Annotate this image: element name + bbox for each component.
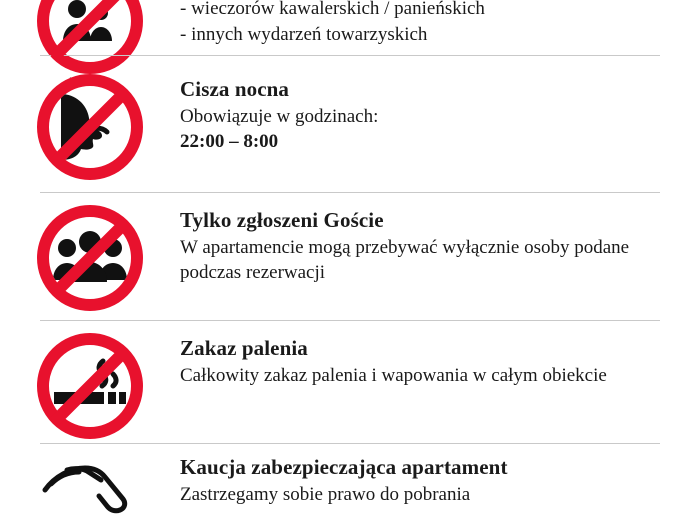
rule-desc: W apartamencie mogą przebywać wyłącznie osoby podane podczas rezerwacji: [180, 237, 630, 283]
rule-text-cell: [180, 203, 700, 285]
no-party-icon: [37, 0, 143, 74]
rule-text-cell: [180, 72, 700, 154]
rule-text-cell: [180, 0, 700, 48]
no-noise-icon: [37, 74, 143, 180]
rule-title: Zakaz palenia: [180, 336, 308, 360]
divider-4: [40, 443, 660, 444]
rule-icon-cell: [0, 203, 180, 311]
rule-icon-cell: [0, 452, 180, 524]
rule-row-registered-guests: [0, 203, 700, 311]
no-extra-guests-icon: [37, 205, 143, 311]
rule-row-deposit: [0, 452, 700, 524]
rule-desc: Całkowity zakaz palenia i wapowania w całym obiekcie: [180, 365, 607, 386]
rule-title: Tylko zgłoszeni Goście: [180, 208, 384, 232]
divider-3: [40, 320, 660, 321]
rule-desc: Zastrzegamy sobie prawo do pobrania: [180, 484, 471, 505]
rule-text-cell: [180, 331, 700, 388]
hand-money-icon: [37, 454, 143, 524]
rule-icon-cell: [0, 331, 180, 439]
no-smoking-icon: [37, 333, 143, 439]
rule-title: Cisza nocna: [180, 77, 290, 101]
rule-row-quiet-hours: [0, 72, 700, 180]
rule-list-item-2: - innych wydarzeń towarzyskich: [180, 24, 428, 45]
rule-list-item-1: - wieczorów kawalerskich / panieńskich: [180, 0, 485, 19]
rule-desc: Obowiązuje w godzinach:: [180, 106, 379, 127]
divider-2: [40, 192, 660, 193]
divider-1: [40, 55, 660, 56]
rule-row-no-smoking: [0, 331, 700, 439]
rule-icon-cell: [0, 72, 180, 180]
rule-title: Kaucja zabezpieczająca apartament: [180, 455, 508, 479]
rule-text-cell: [180, 452, 700, 507]
rule-hours: 22:00 – 8:00: [180, 131, 279, 152]
